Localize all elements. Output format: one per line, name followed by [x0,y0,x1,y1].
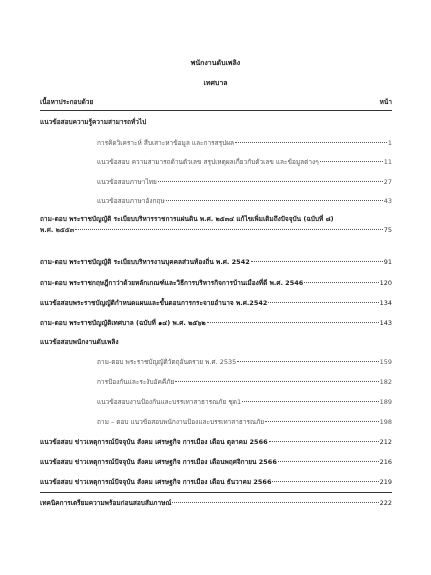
toc-entry-page: 212 [379,438,392,446]
toc-entry [97,377,392,387]
leader-dots [175,381,378,382]
leader-dots [278,461,379,462]
leader-dots [265,421,378,422]
toc-entry-page: 11 [383,158,392,166]
toc-entry-label-cont: พ.ศ. ๒๕๕๓ [40,226,75,234]
toc-entry-page: 222 [379,499,392,507]
leader-dots [172,502,378,503]
toc-entry-label: แนวข้อสอบ ความสามารถด้านตัวเลข สรุปเหตุผลเกี่ยวกับตัวเลข และข้อมูลต่างๆ [97,158,319,166]
section-general-ability: แนวข้อสอบความรู้ความสามารถทั่วไป [40,118,147,126]
leader-dots [251,261,383,262]
leader-dots [158,181,383,182]
doc-subtitle: เทศบาล [203,79,228,87]
toc-entry-page: 198 [379,418,392,426]
toc-entry [97,177,392,187]
toc-entry-label: ถาม – ตอบ แนวข้อสอบพนักงานป้องและบรรเทาสาธารณภัย [97,418,265,426]
toc-header [40,97,392,107]
toc-entry-page: 27 [383,178,392,186]
toc-entry-page: 143 [379,319,392,327]
toc-entry-label: แนวข้อสอบภาษาอังกฤษ [97,197,165,205]
toc-entry [40,257,392,267]
leader-dots [269,441,379,442]
toc-entry-label: เทคนิคการเตรียมความพร้อมก่อนสอบสัมภาษณ์ [40,499,172,507]
leader-dots [268,302,378,303]
toc-entry-label: แนวข้อสอบ ข่าวเหตุการณ์ปัจจุบัน สังคม เศรษฐกิจ การเมือง เดือนพฤศจิกายน 2566 [40,458,277,466]
toc-entry-page: 134 [379,299,392,307]
toc-entry-label: แนวข้อสอบพระราชบัญญัติกำหนดแผนและขั้นตอนการกระจายอำนาจ พ.ศ.2542 [40,299,268,307]
toc-entry-page: 91 [383,258,392,266]
toc-entry [40,278,392,288]
toc-entry-label: แนวข้อสอบ ข่าวเหตุการณ์ปัจจุบัน สังคม เศรษฐกิจ การเมือง เดือน ธันวาคม 2566 [40,478,272,486]
header-divider [40,110,392,111]
toc-entry-page: 159 [379,358,392,366]
toc-entry [40,298,392,308]
toc-entry-page: 1 [387,139,392,147]
toc-entry [97,397,392,407]
footer-divider [40,492,392,493]
toc-entry-label: แนวข้อสอบภาษาไทย [97,178,157,186]
toc-entry-label: ถาม-ตอบ พระราชบัญญัติเทศบาล (ฉบับที่ ๑๔) พ.ศ. ๒๕๖๒ [40,319,206,327]
toc-entry [97,157,392,167]
toc-entry-label: ถาม-ตอบ พระราชบัญญัติ ระเบียบบริหารราชการแผ่นดิน พ.ศ. ๒๕๓๔ แก้ไขเพิ่มเติมถึงปัจจุบัน (ฉบับที่ ๘) [40,215,334,223]
leader-dots [166,200,383,201]
toc-entry [40,437,392,447]
toc-entry-administration-act [40,214,392,236]
toc-entry [40,477,392,487]
doc-title: พนักงานดับเพลิง [190,59,241,67]
toc-entry [40,318,392,328]
toc-entry-cont [40,225,392,236]
toc-entry-label: แนวข้อสอบงานป้องกันและบรรเทาสาธารณภัย ชุด1 [97,398,242,406]
toc-entry-label: ถาม-ตอบ พระราชบัญญัติ ระเบียบบริหารงานบุคคลส่วนท้องถิ่น พ.ศ. 2542 [40,258,250,266]
toc-entry [97,417,392,427]
toc-entry-page: 43 [383,197,392,205]
leader-dots [235,142,387,143]
leader-dots [320,161,383,162]
toc-entry-page: 219 [379,478,392,486]
toc-entry-label: ถาม-ตอบ พระราชกฤษฎีกาว่าด้วยหลักเกณฑ์และวิธีการบริหารกิจการบ้านเมืองที่ดี พ.ศ. 2546 [40,279,304,287]
leader-dots [237,361,378,362]
leader-dots [242,401,378,402]
leader-dots [75,229,383,230]
leader-dots [207,322,379,323]
toc-entry [40,457,392,467]
toc-entry-label: ถาม-ตอบ พระราชบัญญัติวัตถุอันตราย พ.ศ. 2535 [97,358,237,366]
section-firefighter: แนวข้อสอบพนักงานดับเพลิง [40,338,119,346]
toc-entry [97,138,392,148]
toc-entry-page: 189 [379,398,392,406]
toc-entry-label: แนวข้อสอบ ข่าวเหตุการณ์ปัจจุบัน สังคม เศรษฐกิจ การเมือง เดือน ตุลาคม 2566 [40,438,268,446]
leader-dots [304,282,378,283]
toc-entry-page: 75 [383,226,392,234]
header-page-label: หน้า [379,98,392,106]
toc-entry [97,196,392,206]
toc-entry-page: 182 [379,378,392,386]
toc-entry-label: การป้องกันและระงับอัคคีภัย [97,378,175,386]
toc-entry [40,498,392,508]
leader-dots [272,481,378,482]
toc-entry-page: 120 [379,279,392,287]
header-contents-label: เนื้อหาประกอบด้วย [40,98,94,106]
toc-entry [97,357,392,367]
toc-entry-page: 216 [379,458,392,466]
toc-entry-label: การคิดวิเคราะห์ สืบเสาะหาข้อมูล และการสรุปผล [97,139,235,147]
